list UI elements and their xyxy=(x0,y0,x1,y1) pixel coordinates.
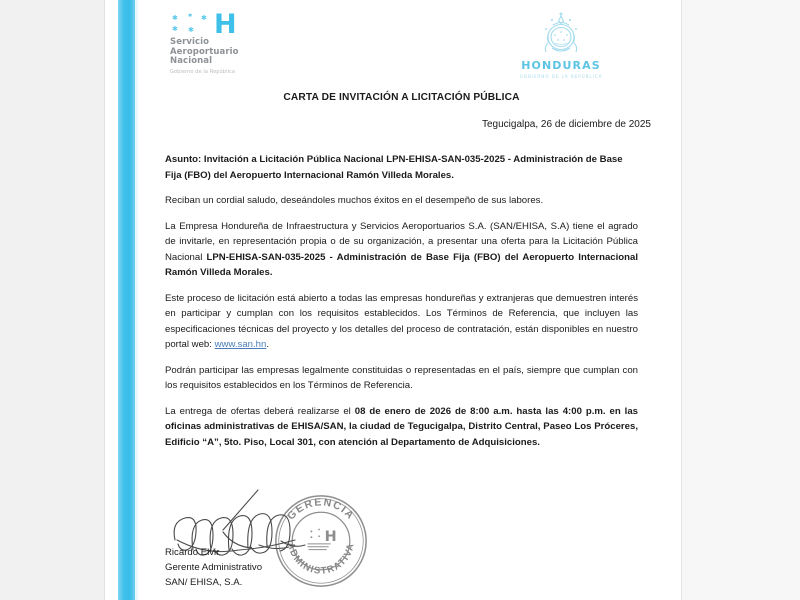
san-logo xyxy=(170,9,290,76)
san-logo-name-line3: Nacional xyxy=(170,56,213,66)
document-body xyxy=(165,152,638,460)
stamp-top-text: GERENCIA xyxy=(285,496,357,523)
document-date: Tegucigalpa, 26 de diciembre de 2025 xyxy=(481,119,651,130)
subject-label: Asunto: xyxy=(165,154,202,165)
invitation-text-bold: LPN-EHISA-SAN-035-2025 - Administración de Base Fija (FBO) del Aeropuerto Internacional Ramón Villeda Morales. xyxy=(165,251,639,278)
svg-text:GERENCIA xyxy=(285,496,357,522)
honduras-logo xyxy=(513,10,609,79)
portal-web-link[interactable]: www.san.hn xyxy=(214,339,267,350)
subject-paragraph xyxy=(165,152,638,183)
greeting-paragraph: Reciban un cordial saludo, deseándoles muchos éxitos en el desempeño de sus labores. xyxy=(165,195,544,206)
stamp-inner-logo xyxy=(308,529,337,550)
signatory-name: Ricardo Elvir xyxy=(165,547,220,558)
san-logo-mark xyxy=(170,9,290,40)
page-right-divider xyxy=(681,0,682,600)
san-logo-letter: H xyxy=(214,9,236,40)
stamp-bottom-text: ADMINISTRATIVA xyxy=(285,541,357,577)
honduras-logo-subtitle: GOBIERNO DE LA REPÚBLICA xyxy=(519,74,603,79)
signatory-organization: SAN/ EHISA, S.A. xyxy=(165,577,243,588)
honduras-logo-title: HONDURAS xyxy=(521,59,601,72)
process-text-end: . xyxy=(266,339,270,350)
delivery-text-bold: 08 de enero de 2026 de 8:00 a.m. hasta las 4:00 p.m. en las oficinas administrativas de EHISA/SAN, la ciudad de Tegucigalpa, Distrito Central, Paseo Los Próceres, Edificio “A”, 5to. Piso, Local 301, con atención al Departamento de Adquisiciones. xyxy=(165,405,638,448)
stars-icon: ✱ ✱ ✱ ✱ ✱ xyxy=(172,13,207,34)
subject-text: Invitación a Licitación Pública Nacional LPN-EHISA-SAN-035-2025 - Administración de Base Fija (FBO) del Aeropuerto Internacional Ramón Villeda Morales. xyxy=(165,154,623,181)
san-logo-name-line2: Aeroportuario xyxy=(170,46,239,57)
eligibility-paragraph: Podrán participar las empresas legalmente constituidas o representadas en el país, siempre que cumplan con los requisitos establecidos en los Términos de Referencia. xyxy=(165,364,638,391)
document-page xyxy=(105,0,681,600)
letterhead xyxy=(150,8,671,86)
delivery-text-regular: La entrega de ofertas deberá realizarse el xyxy=(165,405,355,417)
invitation-paragraph xyxy=(165,219,638,281)
process-paragraph xyxy=(165,291,638,353)
signature-block xyxy=(165,490,455,595)
viewer-left-gutter xyxy=(0,0,104,600)
delivery-paragraph xyxy=(165,404,638,451)
viewer-right-gutter xyxy=(682,0,800,600)
honduras-coat-of-arms-icon xyxy=(535,10,587,58)
signatory-position: Gerente Administrativo xyxy=(165,562,263,573)
invitation-text-regular: La Empresa Hondureña de Infraestructura y Servicios Aeroportuarios S.A. (SAN/EHISA, S.A) tiene el agrado de invitarle, en representación propia o de su organización, a presentar una oferta para la Licitación Pública Nacional xyxy=(165,220,638,263)
san-logo-subtitle: Gobierno de la República xyxy=(170,69,236,75)
signatory-details xyxy=(165,545,262,590)
official-stamp xyxy=(273,493,369,589)
brand-accent-bar-edge xyxy=(135,0,138,600)
san-logo-name-line1: Servicio xyxy=(170,37,210,47)
svg-text:H: H xyxy=(324,529,337,545)
document-title: CARTA DE INVITACIÓN A LICITACIÓN PÚBLICA xyxy=(283,92,520,103)
process-text: Este proceso de licitación está abierto a todas las empresas hondureñas y extranjeras que demuestren interés en participar y cumplan con los requisitos establecidos. Los Términos de Referencia, que incluyen las especificaciones técnicas del proyecto y los detalles del proceso de contratación, están disponibles en nuestro portal web: xyxy=(165,292,638,350)
brand-accent-bar xyxy=(118,0,135,600)
